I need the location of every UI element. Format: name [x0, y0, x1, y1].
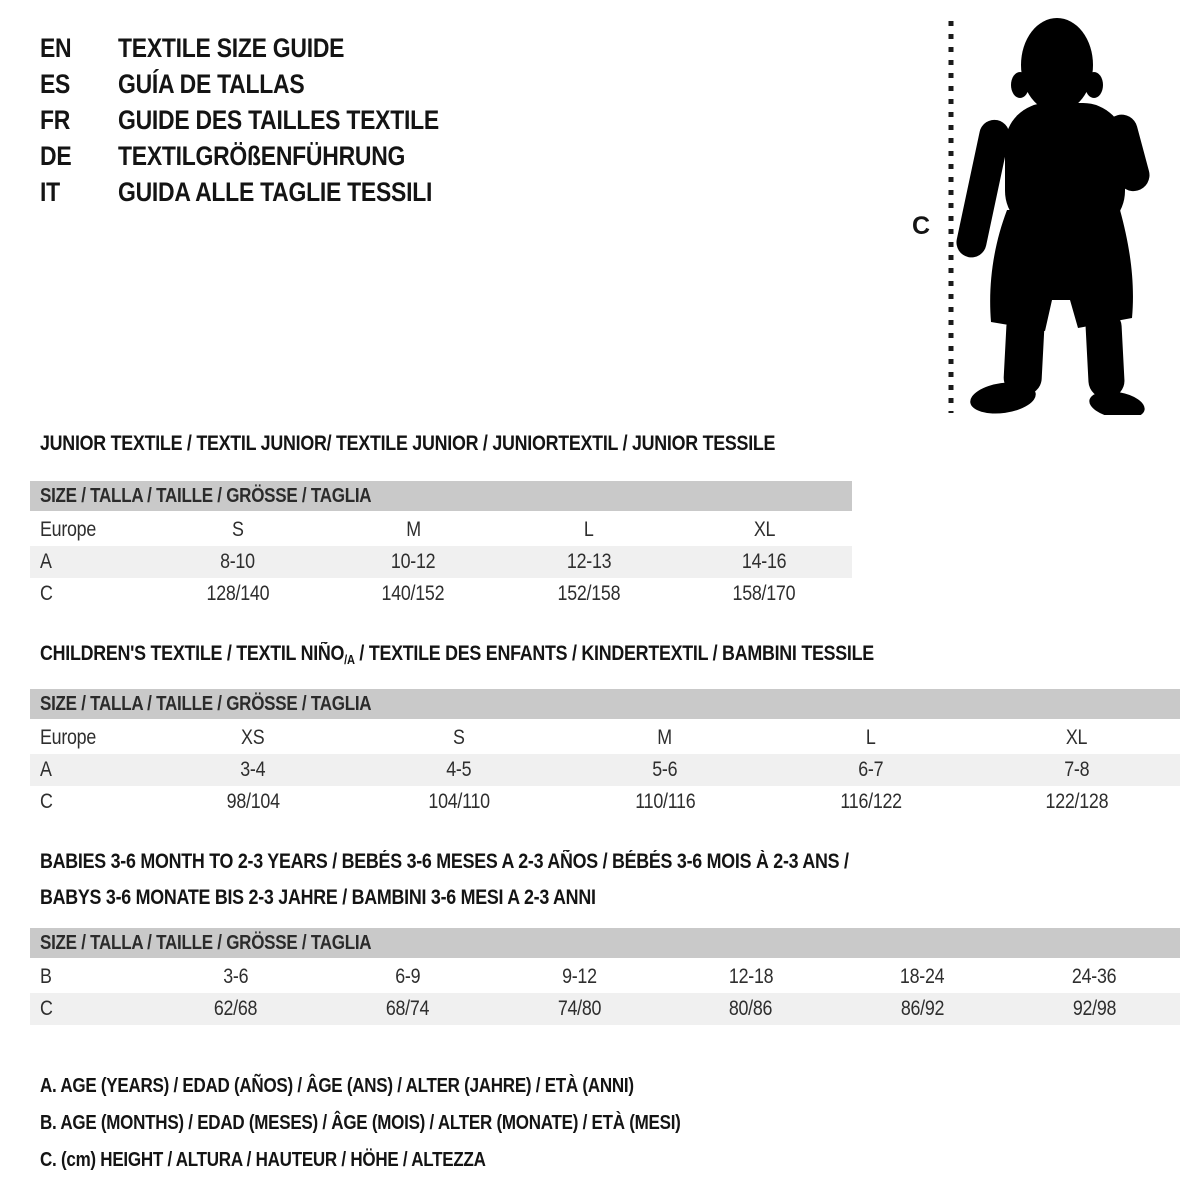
table-cell: 10-12: [391, 550, 436, 573]
size-header-band: [30, 928, 1180, 958]
table-cell: 12-18: [728, 965, 774, 988]
table-cell: 98/104: [226, 790, 280, 813]
table-cell: 8-10: [220, 550, 256, 573]
guide-title-es: GUÍA DE TALLAS: [118, 68, 305, 99]
table-row-age: [30, 754, 1180, 786]
row-label: C: [40, 997, 53, 1020]
table-cell: 116/122: [840, 790, 902, 813]
size-header-band: [30, 689, 1180, 719]
guide-title-fr: GUIDE DES TAILLES TEXTILE: [118, 104, 439, 135]
row-label: Europe: [40, 726, 97, 749]
guide-title-de: TEXTILGRÖßENFÜHRUNG: [118, 140, 406, 171]
table-cell: 86/92: [900, 997, 945, 1020]
baby-silhouette: [935, 15, 1190, 415]
height-measure-label: C: [912, 212, 931, 240]
junior-section-title: JUNIOR TEXTILE / TEXTIL JUNIOR/ TEXTILE JUNIOR / JUNIORTEXTIL / JUNIOR TESSILE: [40, 432, 776, 455]
nino-a-subscript: /A: [344, 652, 355, 667]
table-cell: S: [453, 726, 465, 749]
table-cell: 14-16: [742, 550, 787, 573]
table-cell: 18-24: [900, 965, 945, 988]
children-size-table: [30, 689, 1180, 818]
babies-size-table: [30, 928, 1180, 1025]
table-cell: 128/140: [206, 582, 270, 605]
legend-age-years: A. AGE (YEARS) / EDAD (AÑOS) / ÂGE (ANS) / ALTER (JAHRE) / ETÀ (ANNI): [40, 1075, 634, 1097]
junior-size-table: [30, 481, 852, 610]
babies-section-title: BABIES 3-6 MONTH TO 2-3 YEARS / BEBÉS 3-6 MESES A 2-3 AÑOS / BÉBÉS 3-6 MOIS À 2-3 ANS / BABYS 3-6 MONATE BIS 2-3 JAHRE / BAMBINI 3-6 MESI A 2-3 ANNI: [40, 850, 849, 909]
row-label: C: [40, 790, 53, 813]
table-row-age: [30, 546, 852, 578]
size-header-band: [30, 481, 852, 511]
table-cell: 80/86: [729, 997, 773, 1020]
table-cell: 6-7: [858, 758, 884, 781]
table-cell: 140/152: [381, 582, 445, 605]
size-header-label: SIZE / TALLA / TAILLE / GRÖSSE / TAGLIA: [40, 484, 372, 507]
table-row-height: [30, 786, 1180, 818]
table-cell: 12-13: [566, 550, 611, 573]
guide-title-it: GUIDA ALLE TAGLIE TESSILI: [118, 176, 433, 207]
table-cell: 7-8: [1064, 758, 1090, 781]
language-code: IT: [40, 176, 60, 207]
language-row-it: [40, 174, 496, 210]
table-cell: 24-36: [1071, 965, 1117, 988]
size-header-label: SIZE / TALLA / TAILLE / GRÖSSE / TAGLIA: [40, 692, 372, 715]
table-cell: 68/74: [385, 997, 430, 1020]
size-header-label: SIZE / TALLA / TAILLE / GRÖSSE / TAGLIA: [40, 931, 372, 954]
table-cell: 6-9: [394, 965, 421, 988]
table-cell: L: [866, 726, 876, 749]
table-cell: 122/128: [1045, 790, 1109, 813]
table-cell: 4-5: [446, 758, 472, 781]
language-code: ES: [40, 68, 71, 99]
table-row-height: [30, 993, 1180, 1025]
legend-height-cm: C. (cm) HEIGHT / ALTURA / HAUTEUR / HÖHE / ALTEZZA: [40, 1149, 486, 1171]
table-row-europe: [30, 514, 852, 546]
table-cell: S: [231, 518, 244, 541]
language-row-es: [40, 66, 496, 102]
table-cell: 3-6: [223, 965, 249, 988]
table-cell: 74/80: [557, 997, 601, 1020]
table-cell: XS: [241, 726, 265, 749]
row-label: A: [40, 758, 52, 781]
language-code: FR: [40, 104, 71, 135]
table-cell: 158/170: [732, 582, 796, 605]
language-code: EN: [40, 32, 72, 63]
table-cell: 3-4: [240, 758, 266, 781]
table-cell: 62/68: [214, 997, 258, 1020]
table-row-height: [30, 578, 852, 610]
table-cell: 152/158: [557, 582, 621, 605]
table-cell: 104/110: [428, 790, 490, 813]
row-label: A: [40, 550, 52, 573]
table-cell: 9-12: [561, 965, 597, 988]
table-cell: XL: [1066, 726, 1088, 749]
language-row-en: [40, 30, 496, 66]
table-cell: M: [657, 726, 673, 749]
table-cell: 92/98: [1072, 997, 1116, 1020]
row-label: B: [40, 965, 52, 988]
children-section-title: CHILDREN'S TEXTILE / TEXTIL $NIÑO_{/A}$ / TEXTILE DES ENFANTS / KINDERTEXTIL / BAMBINI TESSILE: [40, 642, 874, 667]
table-row-months: [30, 961, 1180, 993]
table-cell: M: [405, 518, 421, 541]
table-row-europe: [30, 722, 1180, 754]
language-code: DE: [40, 140, 72, 171]
legend-age-months: B. AGE (MONTHS) / EDAD (MESES) / ÂGE (MOIS) / ALTER (MONATE) / ETÀ (MESI): [40, 1112, 681, 1134]
row-label: C: [40, 582, 53, 605]
table-cell: XL: [753, 518, 775, 541]
language-title-list: [40, 30, 496, 210]
row-label: Europe: [40, 518, 97, 541]
guide-title-en: TEXTILE SIZE GUIDE: [118, 32, 345, 63]
table-cell: 5-6: [652, 758, 678, 781]
legend: [40, 1068, 794, 1179]
table-cell: 110/116: [634, 790, 696, 813]
language-row-fr: [40, 102, 496, 138]
language-row-de: [40, 138, 496, 174]
table-cell: L: [583, 518, 594, 541]
